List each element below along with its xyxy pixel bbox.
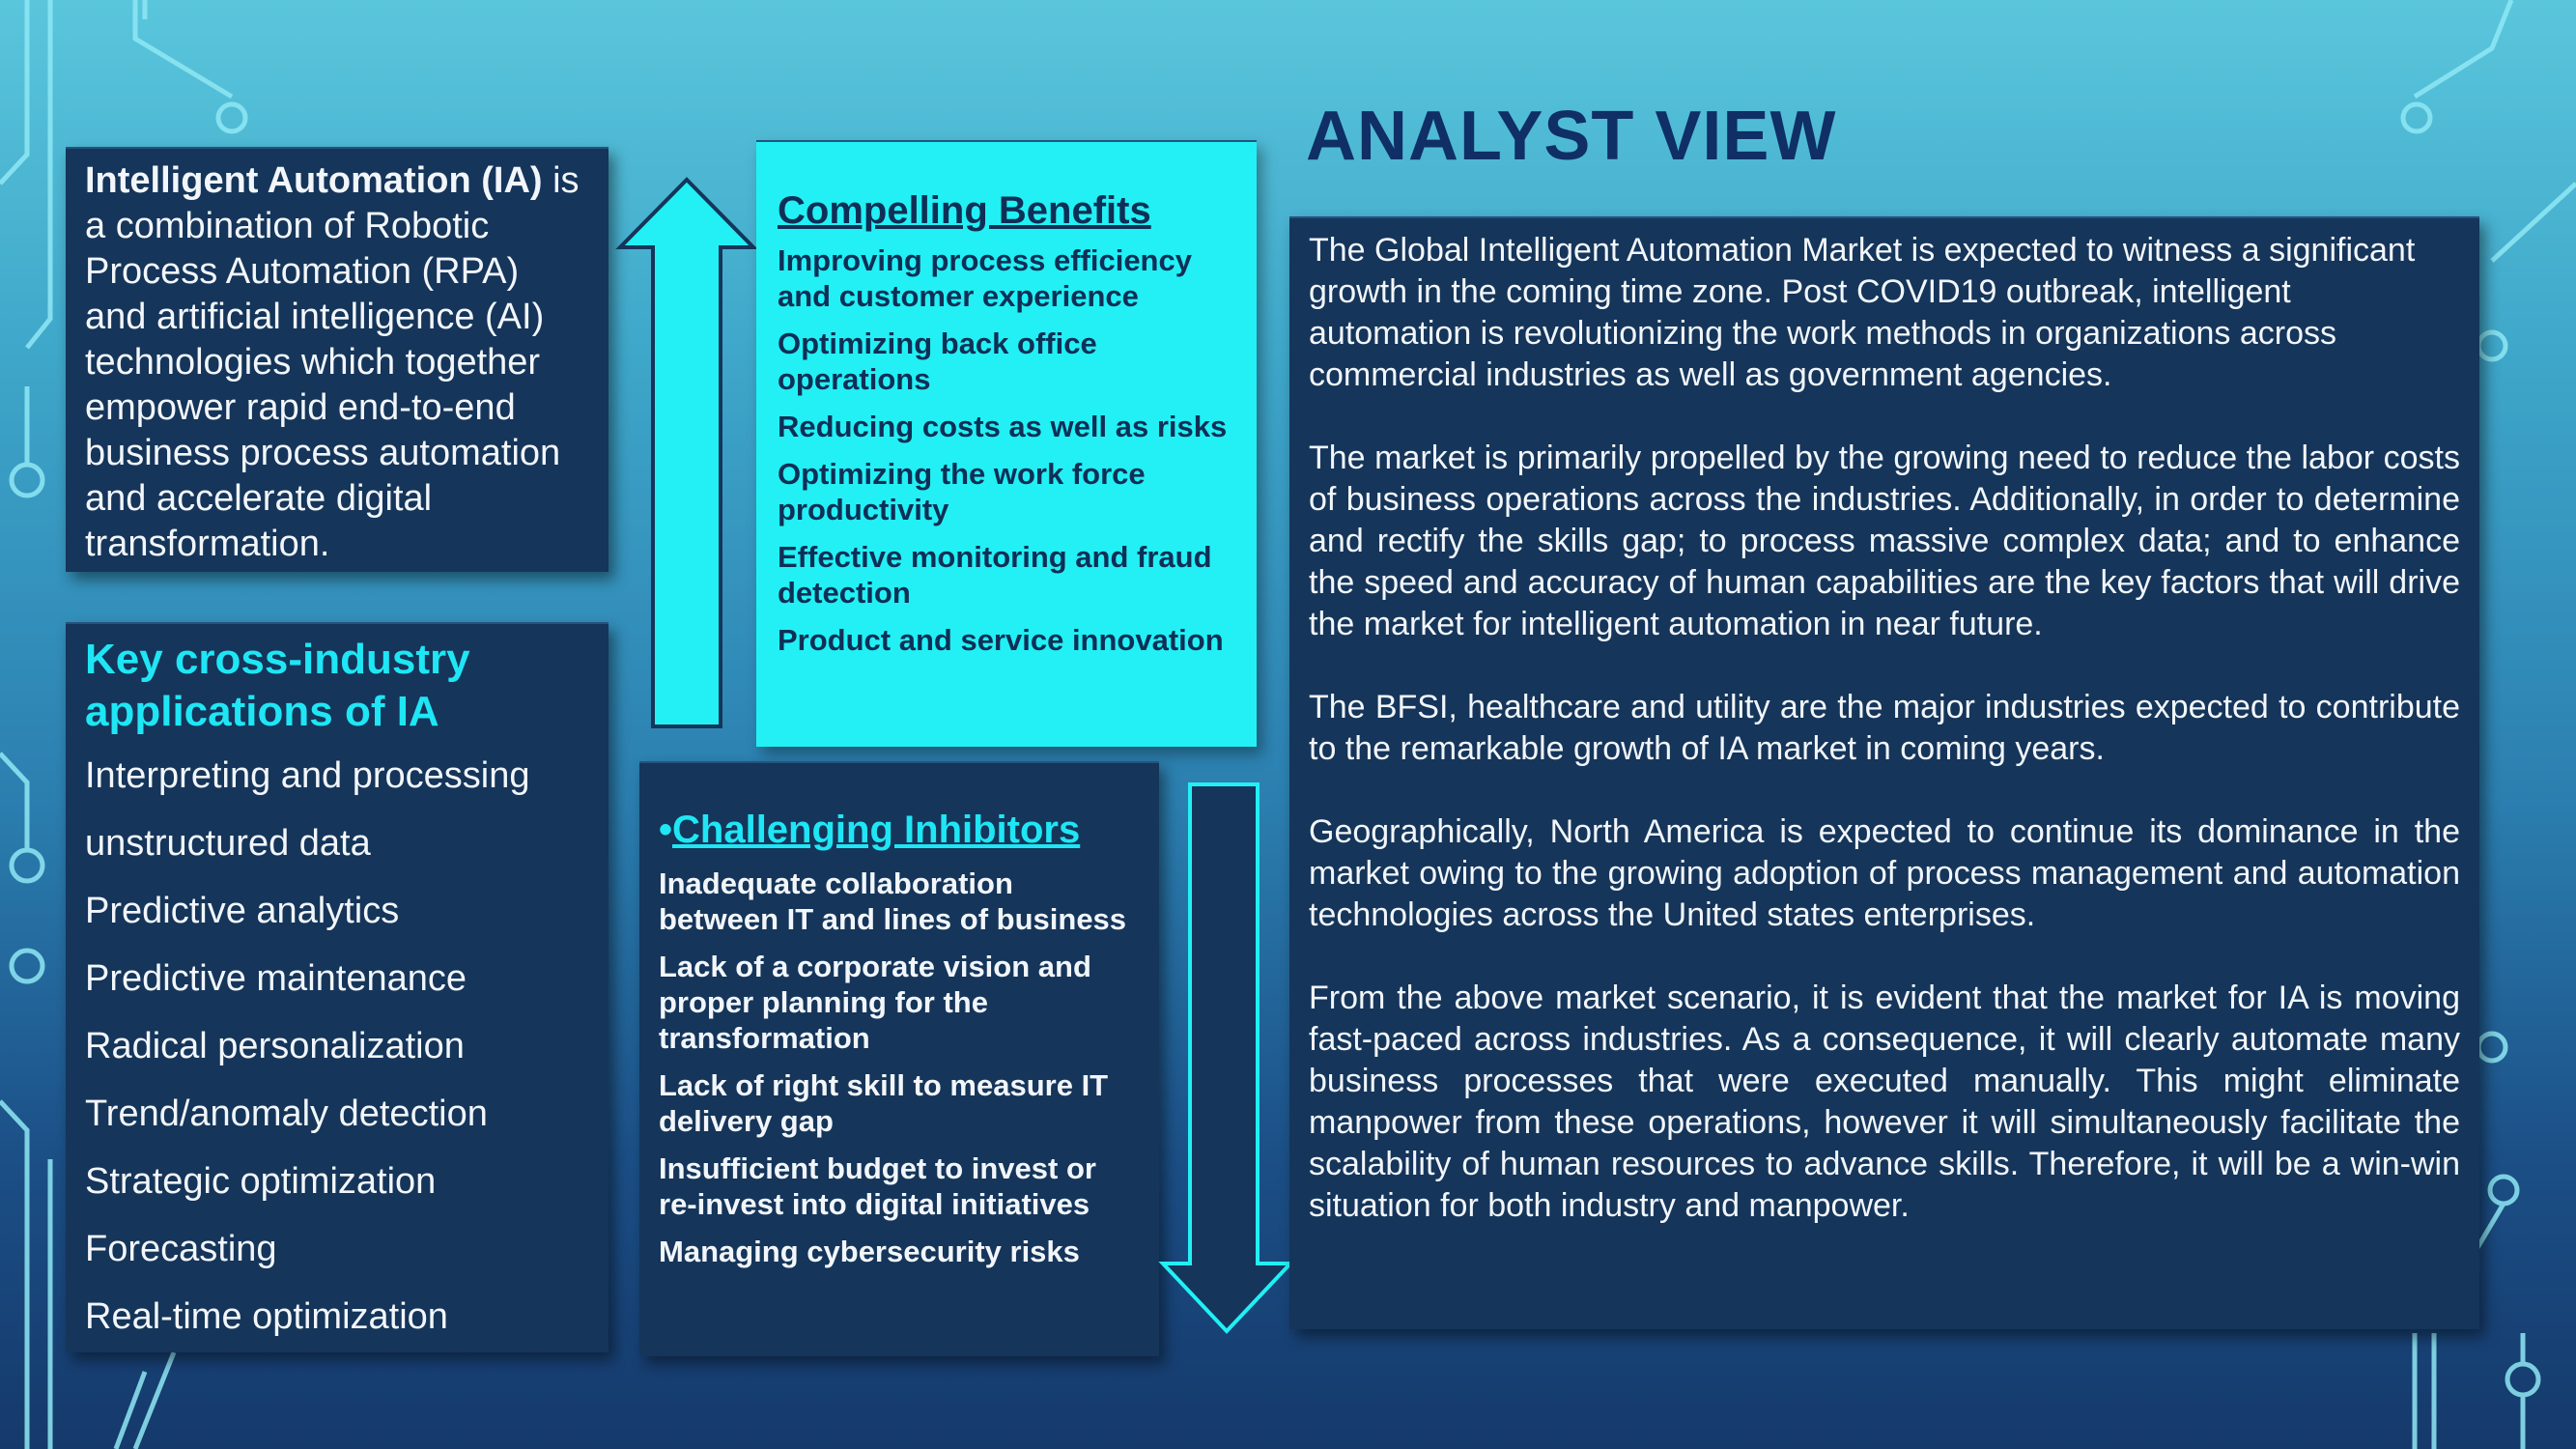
inhibitor-item: Inadequate collaboration between IT and lines of business	[659, 867, 1127, 936]
inhibitor-item: Managing cybersecurity risks	[659, 1235, 1080, 1268]
applications-title: Key cross-industry applications of IA	[85, 636, 470, 735]
definition-panel	[66, 147, 609, 572]
applications-list	[85, 742, 589, 1350]
application-item: Trend/anomaly detection	[85, 1094, 488, 1134]
application-item: Predictive maintenance	[85, 958, 467, 999]
inhibitors-title-text: Challenging Inhibitors	[672, 809, 1081, 851]
analyst-paragraph: Geographically, North America is expected to continue its dominance in the market owing to the growing adoption of process management and automation technologies across the United states enterprises.	[1309, 813, 2460, 933]
analyst-view-title: ANALYST VIEW	[1306, 98, 1837, 175]
definition-term: Intelligent Automation (IA)	[85, 160, 543, 201]
down-arrow-icon	[1157, 779, 1296, 1339]
benefit-item: Optimizing back office operations	[778, 327, 1097, 396]
benefits-title: Compelling Benefits	[778, 189, 1151, 232]
inhibitor-item: Lack of a corporate vision and proper planning for the transformation	[659, 950, 1091, 1055]
inhibitors-panel	[639, 761, 1159, 1356]
definition-body: is a combination of Robotic Process Automation (RPA) and artificial intelligence (AI) technologies which together empower rapid end-to-end business process automation and accelerate digital transformation.	[85, 160, 580, 564]
analyst-paragraph: The BFSI, healthcare and utility are the major industries expected to contribute to the remarkable growth of IA market in coming years.	[1309, 689, 2460, 767]
analyst-view-panel	[1289, 216, 2479, 1329]
application-item: Predictive analytics	[85, 891, 400, 931]
application-item: Real-time optimization	[85, 1296, 448, 1337]
bullet-glyph: •	[659, 809, 673, 851]
up-arrow-icon	[614, 174, 759, 734]
inhibitor-item: Insufficient budget to invest or re-invest into digital initiatives	[659, 1151, 1096, 1221]
benefits-panel	[756, 140, 1257, 747]
benefit-item: Improving process efficiency and customer experience	[778, 243, 1192, 313]
analyst-paragraph: From the above market scenario, it is evident that the market for IA is moving fast-paced across industries. As a consequence, it will clearly automate many business processes that were executed manually. This might eliminate manpower from these operations, however it will simultaneously facilitate the scalability of human resources to advance skills. Therefore, it will be a win-win situation for both industry and manpower.	[1309, 980, 2460, 1224]
definition-text	[85, 158, 589, 567]
benefit-item: Product and service innovation	[778, 623, 1224, 657]
application-item: Strategic optimization	[85, 1161, 437, 1202]
benefit-item: Reducing costs as well as risks	[778, 410, 1228, 443]
analyst-paragraph: The market is primarily propelled by the growing need to reduce the labor costs of business operations across the industries. Additionally, in order to determine and rectify the skills gap; to process massive complex data; and to enhance the speed and accuracy of human capabilities are the key factors that will drive the market for intelligent automation in near future.	[1309, 440, 2460, 642]
application-item: Forecasting	[85, 1229, 277, 1269]
analyst-paragraph: The Global Intelligent Automation Market is expected to witness a significant growth in the coming time zone. Post COVID19 outbreak, intelligent automation is revolutionizing the work methods in organizations across commercial industries as well as government agencies.	[1309, 232, 2416, 393]
application-item: unstructured data	[85, 823, 371, 864]
benefit-item: Effective monitoring and fraud detection	[778, 540, 1212, 610]
application-item: Radical personalization	[85, 1026, 465, 1066]
applications-panel	[66, 622, 609, 1352]
application-item: Interpreting and processing	[85, 755, 530, 796]
benefit-item: Optimizing the work force productivity	[778, 457, 1146, 526]
inhibitors-title	[659, 808, 1140, 852]
inhibitor-item: Lack of right skill to measure IT delivery gap	[659, 1068, 1109, 1138]
